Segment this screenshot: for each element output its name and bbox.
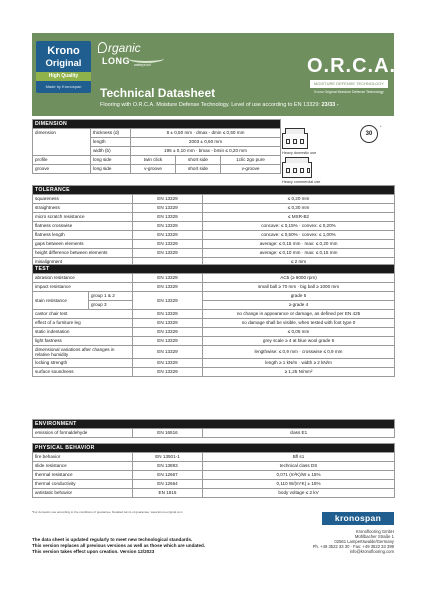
table-row <box>33 453 395 462</box>
physical-norm: EN 12667 <box>133 471 203 480</box>
table-row <box>33 368 395 377</box>
table-row <box>33 328 395 337</box>
tolerance-name: straightness <box>33 204 133 213</box>
use-class-icons <box>282 125 394 183</box>
length-value: 2003 ± 0,60 mm <box>131 138 281 147</box>
page-title: Technical Datasheet <box>100 86 216 100</box>
swoosh-icon <box>128 54 164 63</box>
tolerance-norm: EN 13329 <box>133 204 203 213</box>
tolerance-norm: EN 13329 <box>133 213 203 222</box>
test-norm: EN 13329 <box>133 319 203 328</box>
test-value: ≤ 0,05 mm <box>203 328 395 337</box>
test-norm: EN 13329 <box>133 337 203 346</box>
test-norm: EN 13329 <box>133 283 203 292</box>
orca-sub: MOISTURE DEFENSE TECHNOLOGY <box>310 80 388 88</box>
dimension-section <box>32 119 280 174</box>
profile-side: long side <box>91 156 131 165</box>
header-banner <box>32 33 397 116</box>
physical-norm: EN 13501-1 <box>133 453 203 462</box>
profile-long: twin click <box>131 156 176 165</box>
stain-group1-value: grade 5 <box>203 292 395 301</box>
length-label: length <box>91 138 131 147</box>
test-name: surface soundness <box>33 368 133 377</box>
dim-var-value: lengthwise: ≤ 0,9 mm · crosswise ≤ 0,9 mm <box>203 346 395 359</box>
physical-norm: EN 12664 <box>133 480 203 489</box>
table-row <box>33 240 395 249</box>
table-row <box>33 480 395 489</box>
thickness-label: thickness (d) <box>91 129 131 138</box>
physical-name: antistatic behavior <box>33 489 133 498</box>
environment-table <box>32 419 395 438</box>
product-logo <box>98 41 141 55</box>
tolerance-value: ≤ MSR-B2 <box>203 213 395 222</box>
page-subtitle <box>100 102 339 108</box>
table-row <box>33 346 395 359</box>
tolerance-norm: EN 13329 <box>133 231 203 240</box>
tolerance-name: gaps between elements <box>33 240 133 249</box>
physical-name: fire behavior <box>33 453 133 462</box>
commercial-use-label: Heavy commercial use <box>282 180 321 184</box>
test-name: light fastness <box>33 337 133 346</box>
test-norm: EN 13329 <box>133 359 203 368</box>
environment-heading: ENVIRONMENT <box>33 420 395 429</box>
table-row <box>33 429 395 438</box>
orca-note: Krono Original Moisture Defense Technology <box>314 90 384 94</box>
table-row <box>33 319 395 328</box>
product-line1: rganic <box>108 41 141 55</box>
table-row <box>33 471 395 480</box>
test-value: small ball ≥ 70 mm · big ball ≥ 1000 mm <box>203 283 395 292</box>
test-value: ≥ 1,25 N/mm² <box>203 368 395 377</box>
tolerance-value: concave: ≤ 0,50% · convex: ≤ 1,00% <box>203 231 395 240</box>
table-row <box>33 489 395 498</box>
environment-value: class E1 <box>203 429 395 438</box>
stain-group3: group 3 <box>89 301 133 310</box>
test-table <box>32 264 395 377</box>
physical-heading: PHYSICAL BEHAVIOR <box>33 444 395 453</box>
dim-var-label: dimensional variations after changes in relative humidity <box>33 346 133 359</box>
table-row <box>33 222 395 231</box>
company-address <box>250 529 394 554</box>
product-line2: LONG <box>102 56 130 66</box>
company-street: Mühlbacher Straße 1 <box>354 534 394 539</box>
company-phone: Ph. +49 3522 33 30 · Fax: +49 3522 33 399 <box>312 544 394 549</box>
tolerance-norm: EN 13329 <box>133 240 203 249</box>
subtitle-text: Flooring with O.R.C.A. Moisture Defense Technology. Level of use according to EN 13329: <box>100 102 322 108</box>
tolerance-norm: EN 13329 <box>133 195 203 204</box>
width-label: width (b) <box>91 147 131 156</box>
test-section <box>32 264 394 377</box>
table-row <box>33 283 395 292</box>
environment-name: emission of formaldehyde <box>33 429 133 438</box>
company-email: info@kronoflooring.com <box>349 549 394 554</box>
table-row <box>33 274 395 283</box>
table-row <box>33 292 395 301</box>
profile-short: 1clic 2go pure <box>221 156 281 165</box>
dimension-table <box>32 119 281 174</box>
test-norm: EN 13329 <box>133 368 203 377</box>
table-row <box>33 249 395 258</box>
environment-section <box>32 419 394 438</box>
test-name: castor chair test <box>33 310 133 319</box>
environment-norm: EN 16516 <box>133 429 203 438</box>
tolerance-value: ≤ 2 mm <box>203 258 395 267</box>
stain-group3-value: ≥ grade 4 <box>203 301 395 310</box>
test-norm: EN 13329 <box>133 328 203 337</box>
physical-name: thermal resistance <box>33 471 133 480</box>
table-row <box>33 359 395 368</box>
test-value: grey scale ≥ 4 at blue wool grade 6 <box>203 337 395 346</box>
test-name: static indentation <box>33 328 133 337</box>
physical-name: thermal conductivity <box>33 480 133 489</box>
footnote: *For domestic use according to the conditions of guarantee. Detailed terms of guarantee: www.krono-original.com <box>32 510 183 514</box>
warranty-badge: 30 <box>360 125 378 143</box>
test-name: effect of a furniture leg <box>33 319 133 328</box>
table-row <box>33 231 395 240</box>
test-name: abrasion resistance <box>33 274 133 283</box>
test-norm: EN 13329 <box>133 310 203 319</box>
groove-side: long side <box>91 165 131 174</box>
test-value: AC5 (≥ 6000 rpm) <box>203 274 395 283</box>
tolerance-value: average: ≤ 0,15 mm · max: ≤ 0,20 mm <box>203 240 395 249</box>
product-tag: waterproof <box>134 63 151 67</box>
domestic-use-icon <box>282 133 308 149</box>
tolerance-name: micro scratch resistance <box>33 213 133 222</box>
table-row <box>33 337 395 346</box>
tolerance-name: flatness crosswise <box>33 222 133 231</box>
commercial-use-icon <box>282 162 312 178</box>
dim-var-norm: EN 13329 <box>133 346 203 359</box>
physical-table <box>32 443 395 498</box>
physical-value: Bfl s1 <box>203 453 395 462</box>
tolerance-value: average: ≤ 0,10 mm · max: ≤ 0,15 mm <box>203 249 395 258</box>
physical-name: slide resistance <box>33 462 133 471</box>
subtitle-level: 23/33 - <box>321 102 339 108</box>
table-row <box>33 310 395 319</box>
brand-line2: Original <box>45 58 82 69</box>
kronospan-logo: kronospan <box>322 512 394 525</box>
table-row <box>33 213 395 222</box>
test-value: no damage shall be visible, when tested with foot type 0 <box>203 319 395 328</box>
tolerance-norm: EN 13329 <box>133 249 203 258</box>
brand-line1: Krono <box>47 45 80 57</box>
width-value: 195 ± 0,10 mm · bmax - bmin ≤ 0,20 mm <box>131 147 281 156</box>
tolerance-section <box>32 185 394 267</box>
test-heading: TEST <box>33 265 395 274</box>
physical-value: body voltage ≤ 2 kV <box>203 489 395 498</box>
dimension-heading: DIMENSION <box>33 120 281 129</box>
warranty-asterisk: * <box>380 125 382 129</box>
tolerance-table <box>32 185 395 267</box>
groove-short-side: short side <box>176 165 221 174</box>
brand-small: Made by Kronospan <box>45 84 82 89</box>
company-city: 02561 Lampertswalde/Germany <box>334 539 394 544</box>
tolerance-name: flatness length <box>33 231 133 240</box>
thickness-value: 8 ± 0,50 mm · dmax - dmin ≤ 0,50 mm <box>131 129 281 138</box>
note-line: The data sheet is updated regularly to meet new technological standards. <box>32 537 193 542</box>
stain-norm: EN 13329 <box>133 292 203 310</box>
tolerance-name: misalignment <box>33 258 133 267</box>
tolerance-norm: EN 13329 <box>133 222 203 231</box>
tolerance-name: squareness <box>33 195 133 204</box>
table-row <box>33 462 395 471</box>
test-value: length ≥ 1 kN/m · width ≥ 2 kN/m <box>203 359 395 368</box>
note-line: This version takes effect upon creation. Version 12/2023 <box>32 549 155 554</box>
physical-value: technical class DS <box>203 462 395 471</box>
stain-label: stain resistance <box>33 292 89 310</box>
company-name: Kronoflooring GmbH <box>355 529 394 534</box>
physical-value: 0,110 W/(m*K) ± 15% <box>203 480 395 489</box>
physical-section <box>32 443 394 498</box>
dimension-label: dimension <box>33 129 91 156</box>
krono-original-logo <box>36 41 91 93</box>
profile-label: profile <box>33 156 91 165</box>
test-name: impact resistance <box>33 283 133 292</box>
tolerance-value: ≤ 0,20 mm <box>203 195 395 204</box>
groove-short: v-groove <box>221 165 281 174</box>
tolerance-value: ≤ 0,30 mm <box>203 204 395 213</box>
version-notes <box>32 537 205 555</box>
test-value: no change in appearance or damage, as defined per EN 425 <box>203 310 395 319</box>
tolerance-value: concave: ≤ 0,15% · convex: ≤ 0,20% <box>203 222 395 231</box>
table-row <box>33 195 395 204</box>
stain-group1: group 1 & 2 <box>89 292 133 301</box>
groove-label: groove <box>33 165 91 174</box>
physical-value: 0,071 (m²K)/W ± 15% <box>203 471 395 480</box>
test-name: locking strength <box>33 359 133 368</box>
table-row <box>33 204 395 213</box>
groove-long: v-groove <box>131 165 176 174</box>
domestic-use-label: Heavy domestic use <box>282 151 317 155</box>
brand-tag: High Quality <box>36 72 91 81</box>
physical-norm: EN 1815 <box>133 489 203 498</box>
orca-logo: O.R.C.A. <box>307 55 397 77</box>
note-line: This version replaces all previous versions as well as those which are undated. <box>32 543 206 548</box>
organic-o-icon <box>98 42 107 53</box>
tolerance-name: height difference between elements <box>33 249 133 258</box>
test-norm: EN 13329 <box>133 274 203 283</box>
profile-short-side: short side <box>176 156 221 165</box>
tolerance-heading: TOLERANCE <box>33 186 395 195</box>
physical-norm: EN 13893 <box>133 462 203 471</box>
